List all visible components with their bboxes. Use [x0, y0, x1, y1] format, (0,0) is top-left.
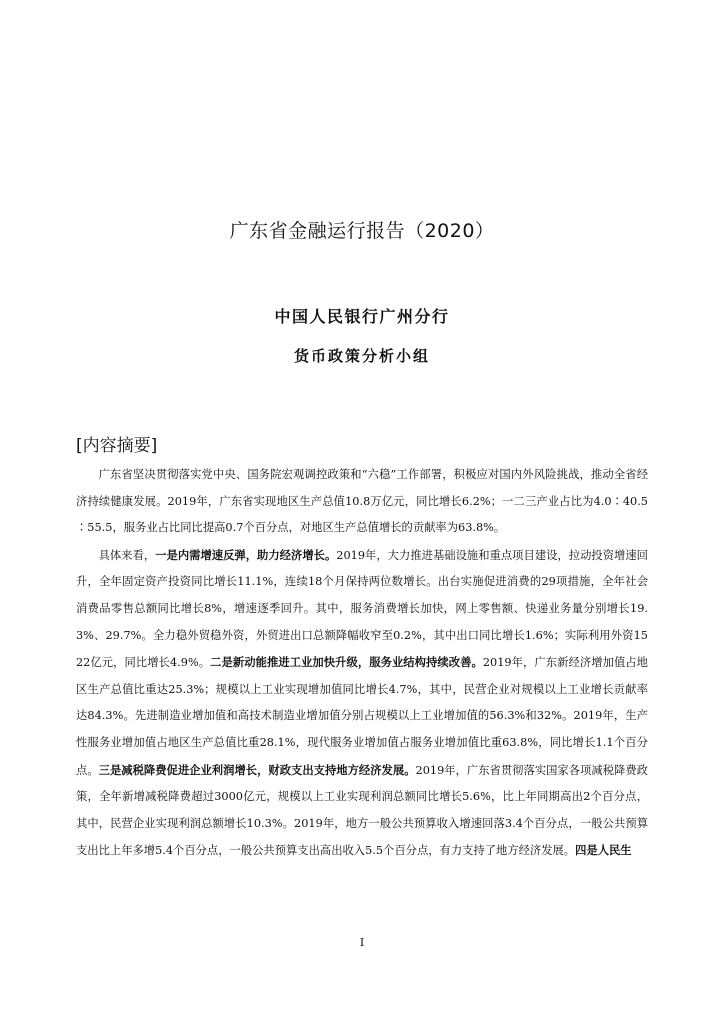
report-title: 广东省金融运行报告（2020） [229, 220, 495, 242]
abstract-body [76, 462, 648, 865]
details-intro: 具体来看， [98, 548, 156, 562]
paragraph-details [76, 542, 648, 865]
point-three-heading: 三是减税降费促进企业利润增长，财政支出支持地方经济发展。 [98, 762, 416, 777]
page-number: I [359, 936, 365, 949]
point-one-heading: 一是内需增速反弹，助力经济增长。 [155, 547, 337, 562]
organization-name: 中国人民银行广州分行 [274, 307, 450, 326]
group-name: 货币政策分析小组 [293, 347, 430, 365]
section-heading: [内容摘要] [76, 436, 158, 456]
point-four-heading: 四是人民生 [575, 843, 632, 858]
point-two-text: 2019年，广东新经济增加值占地区生产总值比重达25.3%；规模以上工业实现增加值同比增长4.7%，其中，民营企业对规模以上工业增长贡献率达84.3%。先进制造业增加值和高技术制造业增加值分别占规模以上工业增加值的56.3%和32%。2019年，生产性服务业增加值占地区生产总值比重28.1%，现代服务业增加值占服务业增加值比重63.8%，同比增长1.1个百分点。 [76, 656, 648, 777]
point-one-text: 2019年，大力推进基础设施和重点项目建设，拉动投资增速回升，全年固定资产投资同比增长11.1%，连续18个月保持两位数增长。出台实施促进消费的29项措施，全年社会消费品零售总额同比增长8%，增速逐季回升。其中，服务消费增长加快，网上零售额、快递业务量分别增长19.3%、29.7%。全力稳外贸稳外资，外贸进出口总额降幅收窄至0.2%，其中出口同比增长1.6%；实际利用外资1522亿元，同比增长4.9%。 [76, 548, 648, 670]
point-three-text: 2019年，广东省贯彻落实国家各项减税降费政策，全年新增减税降费超过3000亿元，规模以上工业实现利润总额同比增长5.6%，比上年同期高出2个百分点，其中，民营企业实现利润总额增长10.3%。2019年，地方一般公共预算收入增速回落3.4个百分点，一般公共预算支出比上年多增5.4个百分点，一般公共预算支出高出收入5.5个百分点，有力支持了地方经济发展。 [76, 763, 648, 858]
paragraph-overview: 广东省坚决贯彻落实党中央、国务院宏观调控政策和“六稳”工作部署，积极应对国内外风险挑战，推动全省经济持续健康发展。2019年，广东省实现地区生产总值10.8万亿元，同比增长6.2%；一二三产业占比为4.0∶40.5∶55.5，服务业占比同比提高0.7个百分点，对地区生产总值增长的贡献率为63.8%。 [76, 468, 648, 535]
point-two-heading: 二是新动能推进工业加快升级，服务业结构持续改善。 [210, 655, 483, 670]
